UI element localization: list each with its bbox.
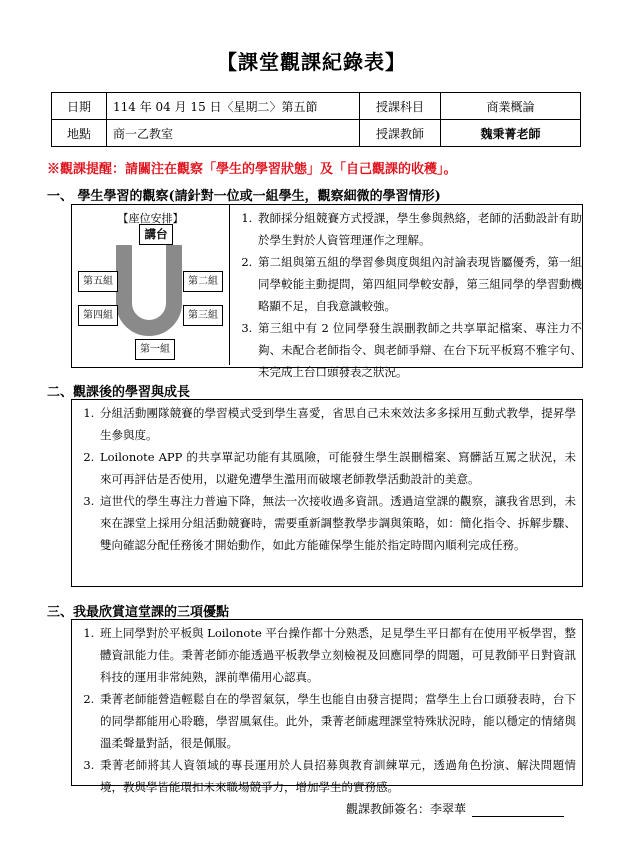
section1-heading: 一、 學生學習的觀察(請針對一位或一組學生，觀察細微的學習情形) (47, 189, 441, 204)
group3-label: 第三組 (183, 305, 223, 326)
teacher-value: 魏秉菁老師 (441, 120, 581, 147)
u-table-shape (116, 245, 182, 341)
place-value: 商一乙教室 (107, 120, 360, 147)
podium-label: 講台 (139, 224, 173, 245)
list-item: 1. 教師採分組競賽方式授課，學生參與熱絡，老師的活動設計有助於學生對於人資管理運作之理解。 (256, 207, 582, 251)
date-label: 日期 (52, 93, 107, 120)
info-table (51, 92, 581, 147)
signature-label: 觀課教師簽名：李翠華 (346, 802, 467, 816)
subject-value: 商業概論 (441, 93, 581, 120)
signature-line (346, 800, 564, 817)
list-item: 2. Loilonote APP 的共享單記功能有其風險，可能發生學生誤刪檔案、寫髒話互罵之狀況，未來可再評估是否使用，以避免遭學生濫用而破壞老師教學活動設計的美意。 (98, 446, 576, 490)
seating-chart (72, 205, 230, 365)
group2-label: 第二組 (183, 271, 223, 292)
place-label: 地點 (52, 120, 107, 147)
list-item: 2. 秉菁老師能營造輕鬆自在的學習氣氛，學生也能自由發言提問；當學生上台口頭發表時，台下的同學都能用心聆聽，學習風氣佳。此外，秉菁老師處理課堂特殊狀況時，能以穩定的情緒與溫柔聲量對話，很是佩服。 (98, 688, 576, 754)
section3-list (72, 620, 582, 800)
group1-label: 第一組 (135, 339, 175, 360)
list-item: 1. 分組活動團隊競賽的學習模式受到學生喜愛，省思自己未來效法多多採用互動式教學，提昇學生參與度。 (98, 402, 576, 446)
teacher-label: 授課教師 (360, 120, 441, 147)
info-row-1 (52, 93, 581, 120)
section3-heading: 三、我最欣賞這堂課的三項優點 (47, 605, 230, 620)
observation-reminder: ※觀課提醒：請關注在觀察「學生的學習狀態」及「自己觀課的收穫」。 (47, 162, 457, 177)
section1-box (71, 204, 583, 379)
list-item: 2. 第二組與第五組的學習參與度與組內討論表現皆屬優秀，第一組同學較能主動提問，第四組同學較安靜，第三組同學的學習動機略顯不足，自我意識較強。 (256, 251, 582, 317)
section2-list (72, 400, 582, 558)
section3-box (71, 619, 583, 794)
section2-box (71, 399, 583, 587)
subject-label: 授課科目 (360, 93, 441, 120)
page-title: 【課堂觀課紀錄表】 (217, 50, 406, 74)
list-item: 3. 秉菁老師將其人資領域的專長運用於人員招募與教育訓練單元，透過角色扮演、解決問題情境，教與學皆能環扣未來職場競爭力，增加學生的實務感。 (98, 754, 576, 798)
info-row-2 (52, 120, 581, 147)
date-value: 114 年 04 月 15 日〈星期二〉第五節 (107, 93, 360, 120)
list-item: 1. 班上同學對於平板與 Loilonote 平台操作都十分熟悉，足見學生平日都有在使用平板學習，整體資訊能力佳。秉菁老師亦能透過平板教學立刻檢視及回應同學的問題，可見教師平日對資訊科技的運用非常純熟，課前準備用心認真。 (98, 622, 576, 688)
list-item: 3. 這世代的學生專注力普遍下降，無法一次接收過多資訊。透過這堂課的觀察，讓我省思到，未來在課堂上採用分組活動競賽時，需要重新調整教學步調與策略，如：簡化指令、拆解步驟、雙向確認分配任務後才開始動作，如此方能確保學生能於指定時間內順利完成任務。 (98, 490, 576, 556)
section2-heading: 二、觀課後的學習與成長 (47, 385, 191, 400)
list-item: 3. 第三組中有 2 位同學發生誤刪教師之共享單記檔案、專注力不夠、未配合老師指令、與老師爭辯、在台下玩平板寫不雅字句、未完成上台口頭發表之狀況。 (256, 317, 582, 383)
seating-title: 【座位安排】 (117, 212, 184, 225)
group4-label: 第四組 (78, 305, 118, 326)
section1-list (230, 205, 588, 385)
group5-label: 第五組 (78, 271, 118, 292)
signature-underline (472, 802, 564, 817)
